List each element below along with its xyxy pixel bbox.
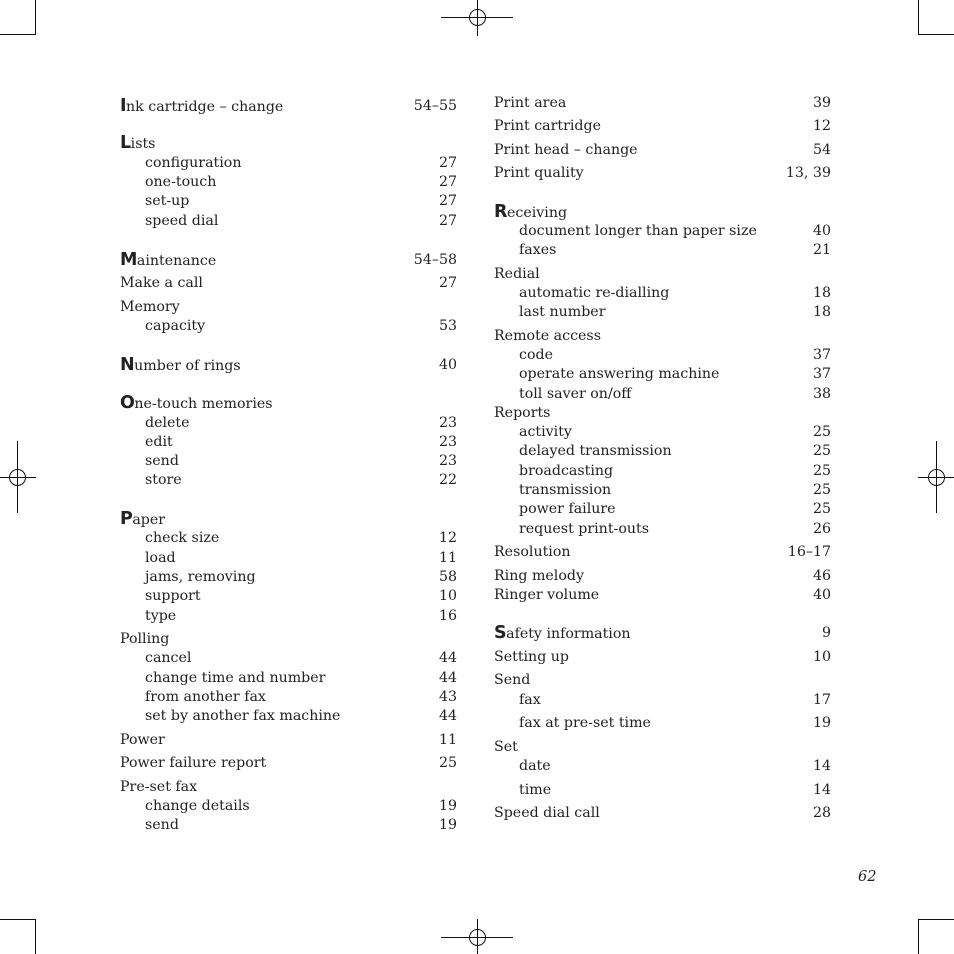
index-term: Redial <box>494 266 540 282</box>
index-term: from another fax <box>145 689 266 705</box>
index-page-ref: 37 <box>812 366 831 382</box>
index-term: automatic re-dialling <box>519 285 670 301</box>
index-term-text: nk cartridge – change <box>126 99 284 115</box>
index-term: operate answering machine <box>519 366 720 382</box>
index-page-ref: 58 <box>438 569 457 585</box>
index-term: Remote access <box>494 328 601 344</box>
index-term: Pre-set fax <box>120 779 198 795</box>
index-page-ref: 14 <box>812 782 831 798</box>
index-page-ref: 28 <box>812 805 831 821</box>
index-term: Polling <box>120 631 170 647</box>
index-term: one-touch <box>145 174 217 190</box>
index-page-ref: 27 <box>438 174 457 190</box>
index-term: edit <box>145 434 173 450</box>
index-page-ref: 23 <box>438 434 457 450</box>
index-term: Setting up <box>494 649 570 665</box>
index-term: fax at pre-set time <box>519 715 651 731</box>
index-term: send <box>145 817 179 833</box>
index-page-ref: 40 <box>812 223 831 239</box>
index-term: cancel <box>145 650 192 666</box>
index-term: activity <box>519 424 572 440</box>
index-term: power failure <box>519 501 616 517</box>
index-page-ref: 19 <box>438 798 457 814</box>
index-page-ref: 16–17 <box>787 544 831 560</box>
index-initial-letter: S <box>494 623 507 643</box>
index-term: Print cartridge <box>494 118 601 134</box>
index-page-ref: 19 <box>812 715 831 731</box>
index-term-text: afety information <box>506 626 631 642</box>
index-initial-letter: I <box>120 96 127 116</box>
index-term: Make a call <box>120 275 203 291</box>
index-page-ref: 44 <box>438 708 457 724</box>
index-term: Ring melody <box>494 568 584 584</box>
index-page-ref: 46 <box>812 568 831 584</box>
index-page-ref: 11 <box>438 732 457 748</box>
index-term: Print area <box>494 95 567 111</box>
index-term: transmission <box>519 482 612 498</box>
index-page-ref: 19 <box>438 817 457 833</box>
index-page-ref: 54–55 <box>413 98 457 114</box>
index-term: last number <box>519 304 606 320</box>
index-term: Print head – change <box>494 142 638 158</box>
index-initial-letter: N <box>120 355 135 375</box>
index-term: Ringer volume <box>494 587 600 603</box>
index-page-ref: 37 <box>812 347 831 363</box>
index-term-text: aper <box>132 512 166 528</box>
index-page-ref: 25 <box>438 755 457 771</box>
index-page-ref: 18 <box>812 304 831 320</box>
index-term <box>120 510 165 529</box>
index-term <box>120 394 273 413</box>
index-initial-letter: M <box>120 250 137 270</box>
index-page-ref: 14 <box>812 758 831 774</box>
index-page-ref: 54 <box>812 142 831 158</box>
index-term: Send <box>494 672 531 688</box>
index-page-ref: 44 <box>438 670 457 686</box>
index-term <box>120 97 283 116</box>
index-term: set-up <box>145 193 190 209</box>
index-term: Power failure report <box>120 755 267 771</box>
index-term: Set <box>494 739 518 755</box>
index-term: request print-outs <box>519 521 649 537</box>
index-page-ref: 25 <box>812 463 831 479</box>
index-term-text: umber of rings <box>134 358 241 374</box>
index-term: delayed transmission <box>519 443 672 459</box>
index-page-ref: 17 <box>812 692 831 708</box>
index-term: send <box>145 453 179 469</box>
index-page-ref: 25 <box>812 482 831 498</box>
index-term: load <box>145 550 176 566</box>
index-term: set by another fax machine <box>145 708 341 724</box>
index-term: Resolution <box>494 544 571 560</box>
index-term: support <box>145 588 201 604</box>
index-term: date <box>519 758 551 774</box>
index-term-text: ists <box>130 136 156 152</box>
index-term: type <box>145 608 177 624</box>
index-term: capacity <box>145 318 206 334</box>
index-term-text: eceiving <box>506 205 568 221</box>
index-term: Power <box>120 732 165 748</box>
index-term: code <box>519 347 553 363</box>
index-term-text: ne-touch memories <box>134 396 273 412</box>
index-term: change details <box>145 798 250 814</box>
index-initial-letter: R <box>494 202 507 222</box>
index-page-ref: 21 <box>812 242 831 258</box>
index-page-ref: 11 <box>438 550 457 566</box>
index-page-ref: 10 <box>438 588 457 604</box>
index-page-ref: 23 <box>438 453 457 469</box>
index-page-ref: 27 <box>438 275 457 291</box>
index-page-ref: 25 <box>812 424 831 440</box>
index-page-ref: 27 <box>438 193 457 209</box>
index-term: configuration <box>145 155 242 171</box>
index-term: check size <box>145 530 220 546</box>
index-term: faxes <box>519 242 557 258</box>
index-page-ref: 23 <box>438 415 457 431</box>
index-page-ref: 39 <box>812 95 831 111</box>
index-term-text: aintenance <box>136 253 217 269</box>
index-term: Print quality <box>494 165 584 181</box>
index-term: speed dial <box>145 213 219 229</box>
index-term: Memory <box>120 299 180 315</box>
index-page-ref: 9 <box>821 625 831 641</box>
index-page-ref: 16 <box>438 608 457 624</box>
index-term: change time and number <box>145 670 326 686</box>
index-term: fax <box>519 692 541 708</box>
index-page-ref: 44 <box>438 650 457 666</box>
index-page-ref: 54–58 <box>413 252 457 268</box>
index-page-ref: 27 <box>438 213 457 229</box>
index-term <box>120 356 241 375</box>
index-page-ref: 13, 39 <box>785 165 831 181</box>
index-page-ref: 40 <box>812 587 831 603</box>
index-term <box>120 251 216 270</box>
index-term <box>120 134 155 153</box>
index-initial-letter: P <box>120 509 133 529</box>
index-term: broadcasting <box>519 463 614 479</box>
index-page-ref: 18 <box>812 285 831 301</box>
index-initial-letter: L <box>120 133 131 153</box>
index-page-ref: 26 <box>812 521 831 537</box>
index-page-ref: 10 <box>812 649 831 665</box>
index-page-ref: 25 <box>812 501 831 517</box>
index-term: document longer than paper size <box>519 223 757 239</box>
index-page-ref: 12 <box>438 530 457 546</box>
index-page-ref: 27 <box>438 155 457 171</box>
index-page-ref: 43 <box>438 689 457 705</box>
index-term <box>494 624 631 643</box>
index-term: delete <box>145 415 190 431</box>
index-term: Speed dial call <box>494 805 600 821</box>
index-initial-letter: O <box>120 393 135 413</box>
index-term: store <box>145 472 182 488</box>
index-term: jams, removing <box>145 569 256 585</box>
index-term: Reports <box>494 405 551 421</box>
index-term: toll saver on/off <box>519 386 632 402</box>
index-term <box>494 203 567 222</box>
index-page-ref: 53 <box>438 318 457 334</box>
index-page-ref: 40 <box>438 357 457 373</box>
index-term: time <box>519 782 552 798</box>
index-page-ref: 12 <box>812 118 831 134</box>
page-number: 62 <box>858 869 877 885</box>
index-page-ref: 38 <box>812 386 831 402</box>
index-page-ref: 25 <box>812 443 831 459</box>
index-page-ref: 22 <box>438 472 457 488</box>
